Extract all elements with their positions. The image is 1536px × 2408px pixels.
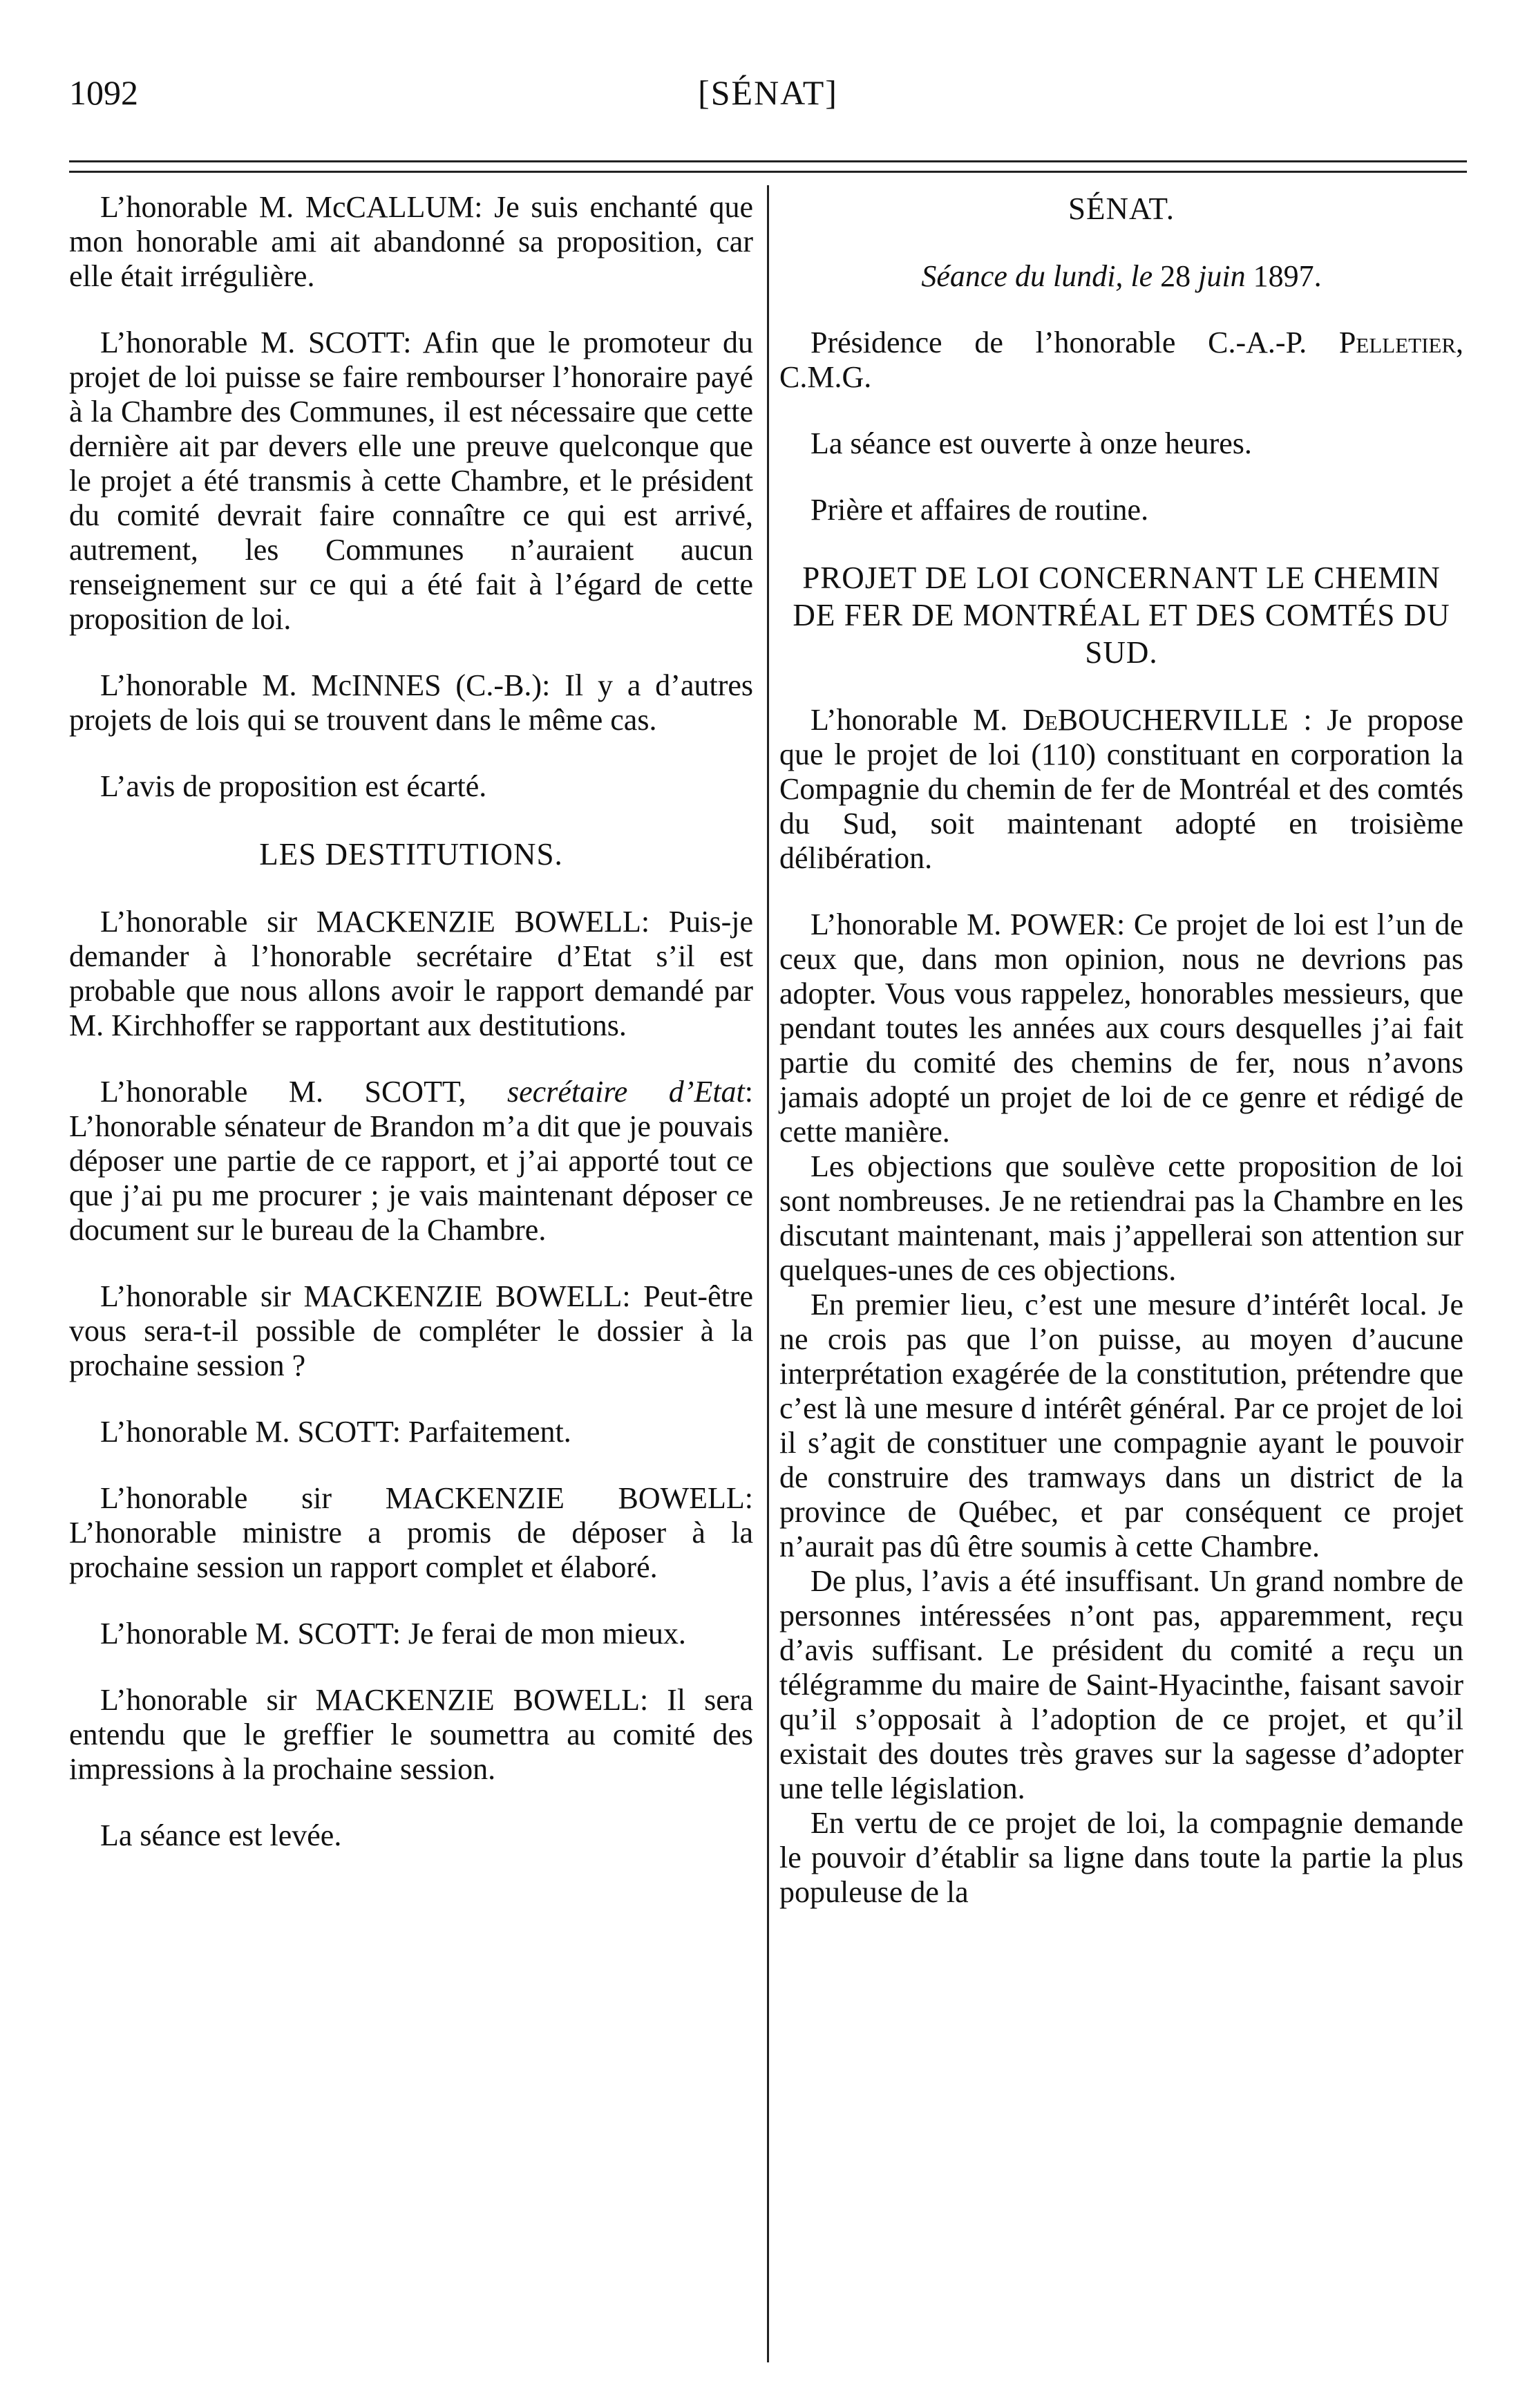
presidence-name: Pelletier bbox=[1338, 326, 1457, 359]
session-day: 28 bbox=[1160, 259, 1191, 293]
column-divider bbox=[767, 185, 769, 2362]
paragraph-power-3: En premier lieu, c’est une mesure d’intérêt local. Je ne crois pas que l’on puisse, au moyen d’aucune interprétation exagérée de la constitution, prétendre que c’est là une mesure d intérêt général. Par ce projet de loi il s’agit de constituer une compagnie ayant le pouvoir de construire des tramways dans un district de la province de Québec, et par conséquent ce projet n’aurait pas dû être soumis à cette Chambre. bbox=[779, 1288, 1463, 1563]
right-column bbox=[779, 190, 1463, 1910]
paragraph-power-5: En vertu de ce projet de loi, la compagnie demande le pouvoir d’établir sa ligne dans toute la partie la plus populeuse de la bbox=[779, 1806, 1463, 1909]
header-rule-bottom bbox=[69, 171, 1467, 173]
senate-title: SÉNAT. bbox=[1068, 191, 1175, 226]
session-date bbox=[779, 259, 1463, 294]
page-number: 1092 bbox=[69, 73, 138, 112]
session-year: 1897. bbox=[1253, 259, 1322, 293]
paragraph-scott-1: L’honorable M. SCOTT: Afin que le promoteur du projet de loi puisse se faire rembourser l’honoraire payé à la Chambre des Communes, il est nécessaire que cette dernière ait par devers elle une preuve quelconque que le projet a été transmis à cette Chambre, et le président du comité devrait faire connaître ce qui est arrivé, autrement, les Communes n’auraient aucun renseignement sur ce qui a été fait à l’égard de cette proposition de loi. bbox=[69, 326, 753, 636]
deboucherville-de: De bbox=[1023, 703, 1058, 737]
speaker-title: secrétaire d’Etat bbox=[507, 1075, 745, 1109]
paragraph-power-2: Les objections que soulève cette proposition de loi sont nombreuses. Je ne retiendrai pas la Chambre en les discutant maintenant, mais j’appellerai son attention sur quelques-unes de ces objections. bbox=[779, 1149, 1463, 1287]
header-rule-top bbox=[69, 160, 1467, 162]
paragraph-power-1: L’honorable M. POWER: Ce projet de loi est l’un de ceux que, dans mon opinion, nous ne devrions pas adopter. Vous vous rappelez, honorables messieurs, que pendant toutes les années aux cours desquelles j’ai fait partie du comité des chemins de fer, nous n’avons jamais adopté un projet de loi de ce genre et rédigé de cette manière. bbox=[779, 907, 1463, 1149]
paragraph-bowell-3: L’honorable sir MACKENZIE BOWELL: L’honorable ministre a promis de déposer à la prochaine session un rapport complet et élaboré. bbox=[69, 1481, 753, 1584]
session-prefix: Séance du lundi, le bbox=[921, 259, 1153, 293]
paragraph-avis-ecarte: L’avis de proposition est écarté. bbox=[100, 769, 487, 803]
presidence-suffix: , C.M.G. bbox=[779, 326, 1464, 394]
paragraph-mccallum: L’honorable M. McCALLUM: Je suis enchanté que mon honorable ami ait abandonné sa proposition, car elle était irrégulière. bbox=[69, 190, 753, 293]
deboucherville-text: BOUCHERVILLE : Je propose que le projet de loi (110) constituant en corporation la Compagnie du chemin de fer de Montréal et des comtés du Sud, soit maintenant adopté en troisième délibération. bbox=[779, 703, 1463, 875]
page-header bbox=[69, 73, 1467, 128]
paragraph-seance-levee: La séance est levée. bbox=[100, 1818, 342, 1852]
section-heading-destitutions: LES DESTITUTIONS. bbox=[259, 837, 563, 872]
paragraph-scott-2 bbox=[69, 1075, 753, 1248]
paragraph-bowell-2: L’honorable sir MACKENZIE BOWELL: Peut-être vous sera-t-il possible de compléter le dossier à la prochaine session ? bbox=[69, 1279, 753, 1382]
paragraph-scott-2-text: : L’honorable sénateur de Brandon m’a dit que je pouvais déposer une partie de ce rapport, et j’ai apporté tout ce que j’ai pu me procurer ; je vais maintenant déposer ce document sur le bureau de la Chambre. bbox=[69, 1075, 754, 1247]
presidence bbox=[779, 326, 1463, 395]
presidence-text: Présidence de l’honorable C.-A.-P. bbox=[810, 326, 1307, 359]
speaker-scott: L’honorable M. SCOTT, bbox=[100, 1075, 466, 1109]
section-heading-projet-de-loi: PROJET DE LOI CONCERNANT LE CHEMIN DE FER DE MONTRÉAL ET DES COMTÉS DU SUD. bbox=[793, 561, 1450, 670]
paragraph-deboucherville bbox=[779, 703, 1463, 876]
paragraph-scott-4: L’honorable M. SCOTT: Je ferai de mon mieux. bbox=[100, 1617, 686, 1650]
priere: Prière et affaires de routine. bbox=[810, 493, 1149, 527]
left-column bbox=[69, 190, 753, 1885]
paragraph-bowell-1: L’honorable sir MACKENZIE BOWELL: Puis-je demander à l’honorable secrétaire d’Etat s’il est probable que nous allons avoir le rapport demandé par M. Kirchhoffer se rapportant aux destitutions. bbox=[69, 905, 753, 1042]
session-month: juin bbox=[1198, 259, 1246, 293]
ouverture: La séance est ouverte à onze heures. bbox=[810, 426, 1252, 460]
running-head: [SÉNAT] bbox=[698, 73, 838, 112]
paragraph-power-4: De plus, l’avis a été insuffisant. Un grand nombre de personnes intéressées n’ont pas, apparemment, reçu d’avis suffisant. Le président du comité a reçu un télégramme du maire de Saint-Hyacinthe, faisant savoir qu’il s’opposait à l’adoption de ce projet, et qu’il existait des doutes très graves sur la sagesse d’adopter une telle législation. bbox=[779, 1564, 1463, 1805]
paragraph-bowell-4: L’honorable sir MACKENZIE BOWELL: Il sera entendu que le greffier le soumettra au comité des impressions à la prochaine session. bbox=[69, 1683, 753, 1786]
paragraph-mcinnes: L’honorable M. McINNES (C.-B.): Il y a d’autres projets de lois qui se trouvent dans le même cas. bbox=[69, 668, 753, 737]
deboucherville-prefix: L’honorable M. bbox=[810, 703, 1008, 737]
paragraph-scott-3: L’honorable M. SCOTT: Parfaitement. bbox=[100, 1415, 571, 1449]
